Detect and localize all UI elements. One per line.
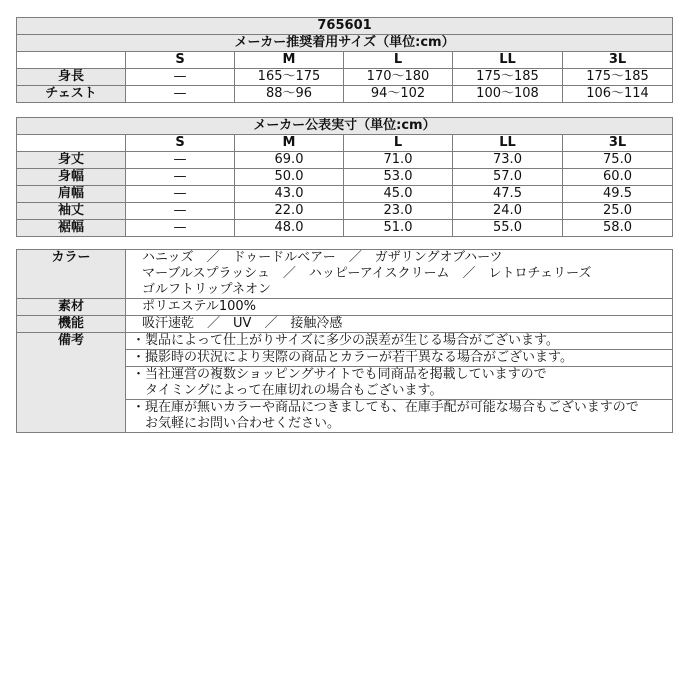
recommended-title: メーカー推奨着用サイズ（単位:cm） [17, 35, 673, 52]
table-row [17, 169, 673, 186]
function-row [17, 316, 673, 333]
table-cell: 58.0 [563, 220, 673, 237]
size-header: LL [453, 135, 563, 152]
note-item [126, 333, 672, 350]
note-item [126, 367, 672, 400]
row-label: 身丈 [17, 152, 126, 169]
table-cell: 73.0 [453, 152, 563, 169]
table-cell: 165〜175 [235, 69, 344, 86]
table-cell: 100〜108 [453, 86, 563, 103]
function-label: 機能 [17, 316, 126, 333]
measured-size-table [16, 117, 673, 237]
color-line: ハニッズ ／ ドゥードルベアー ／ ガザリングオブハーツ [142, 250, 503, 265]
table-row [17, 152, 673, 169]
table-row [17, 203, 673, 220]
size-header: M [235, 52, 344, 69]
table-cell: — [126, 69, 235, 86]
table-cell: — [126, 86, 235, 103]
note-line: ・撮影時の状況により実際の商品とカラーが若干異なる場合がございます。 [132, 350, 573, 365]
table-row [17, 69, 673, 86]
row-label: 身長 [17, 69, 126, 86]
table-cell: 25.0 [563, 203, 673, 220]
material-row [17, 299, 673, 316]
table-cell: 24.0 [453, 203, 563, 220]
row-label: 肩幅 [17, 186, 126, 203]
size-header: L [344, 135, 453, 152]
table-cell: 71.0 [344, 152, 453, 169]
table-cell: 55.0 [453, 220, 563, 237]
table-cell: 106〜114 [563, 86, 673, 103]
table-cell: 69.0 [235, 152, 344, 169]
size-header: S [126, 52, 235, 69]
table-cell: 53.0 [344, 169, 453, 186]
product-details-table [16, 249, 673, 433]
note-item [126, 350, 672, 367]
size-header: 3L [563, 52, 673, 69]
note-line: ・製品によって仕上がりサイズに多少の誤差が生じる場合がございます。 [132, 333, 559, 348]
table-cell: — [126, 220, 235, 237]
table-cell: 57.0 [453, 169, 563, 186]
note-line: ・現在庫が無いカラーや商品につきましても、在庫手配が可能な場合もございますので [132, 400, 639, 415]
row-label: 裾幅 [17, 220, 126, 237]
note-line: お気軽にお問い合わせください。 [132, 416, 341, 431]
table-cell: — [126, 203, 235, 220]
size-header-row [17, 135, 673, 152]
function-value: 吸汗速乾 ／ UV ／ 接触冷感 [126, 316, 673, 333]
row-label: 袖丈 [17, 203, 126, 220]
table-cell: 47.5 [453, 186, 563, 203]
table-cell: 23.0 [344, 203, 453, 220]
table-cell: 94〜102 [344, 86, 453, 103]
table-cell: — [126, 152, 235, 169]
size-header: L [344, 52, 453, 69]
product-code: 765601 [17, 18, 673, 35]
table-cell: 170〜180 [344, 69, 453, 86]
note-line: ・当社運営の複数ショッピングサイトでも同商品を掲載していますので [132, 367, 547, 382]
table-cell: 51.0 [344, 220, 453, 237]
table-row [17, 220, 673, 237]
size-header: LL [453, 52, 563, 69]
corner-cell [17, 135, 126, 152]
size-header: S [126, 135, 235, 152]
size-header-row [17, 52, 673, 69]
note-line: タイミングによって在庫切れの場合もございます。 [132, 383, 443, 398]
color-line: マーブルスプラッシュ ／ ハッピーアイスクリーム ／ レトロチェリーズ [142, 266, 592, 281]
table-cell: — [126, 169, 235, 186]
material-value: ポリエステル100% [126, 299, 673, 316]
table-row [17, 86, 673, 103]
recommended-size-table [16, 17, 673, 103]
notes-row [17, 333, 673, 433]
table-cell: 45.0 [344, 186, 453, 203]
row-label: 身幅 [17, 169, 126, 186]
table-cell: 175〜185 [563, 69, 673, 86]
notes-label: 備考 [17, 333, 126, 433]
row-label: チェスト [17, 86, 126, 103]
color-line: ゴルフトリップネオン [142, 282, 271, 297]
notes-value [126, 333, 673, 433]
note-item [126, 400, 672, 432]
table-row [17, 186, 673, 203]
table-cell: 43.0 [235, 186, 344, 203]
color-row [17, 250, 673, 299]
table-cell: 75.0 [563, 152, 673, 169]
table-cell: 22.0 [235, 203, 344, 220]
measured-title: メーカー公表実寸（単位:cm） [17, 118, 673, 135]
table-cell: 60.0 [563, 169, 673, 186]
table-cell: 88〜96 [235, 86, 344, 103]
color-value [126, 250, 673, 299]
table-cell: — [126, 186, 235, 203]
size-header: 3L [563, 135, 673, 152]
size-header: M [235, 135, 344, 152]
corner-cell [17, 52, 126, 69]
color-label: カラー [17, 250, 126, 299]
material-label: 素材 [17, 299, 126, 316]
table-cell: 48.0 [235, 220, 344, 237]
table-cell: 50.0 [235, 169, 344, 186]
table-cell: 49.5 [563, 186, 673, 203]
table-cell: 175〜185 [453, 69, 563, 86]
